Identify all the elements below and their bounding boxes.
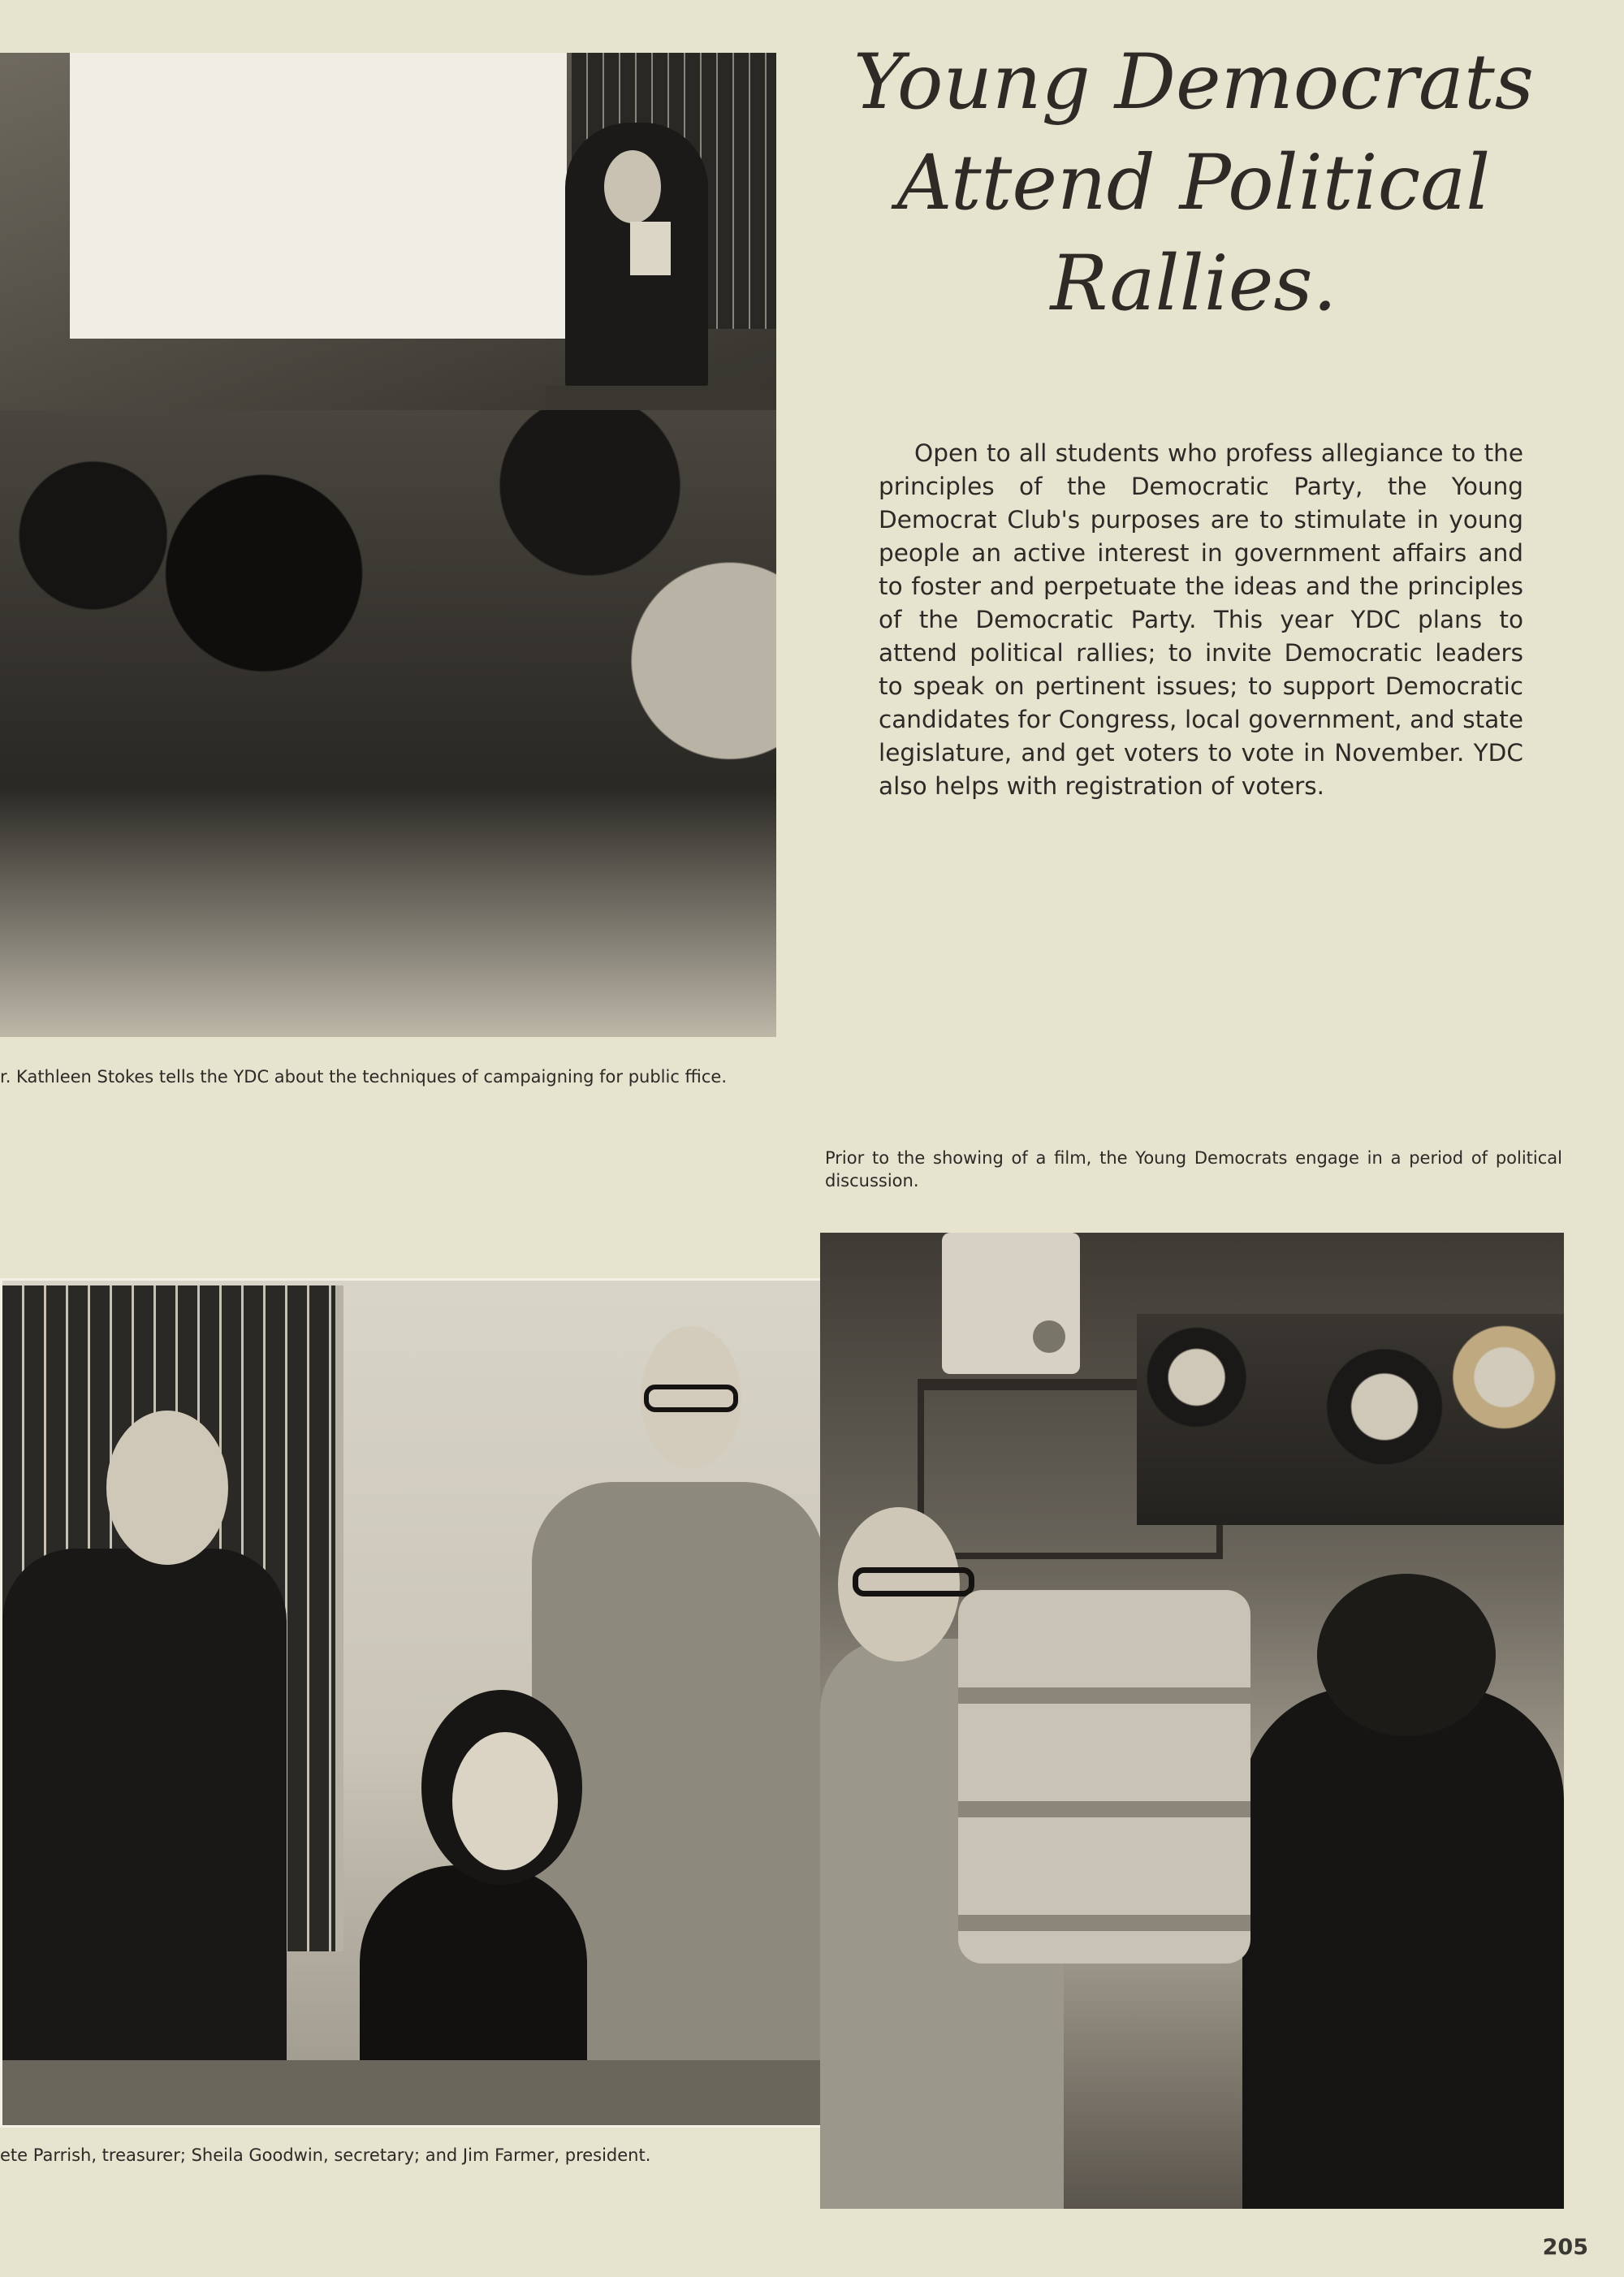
auditorium-seats (958, 1590, 1250, 1964)
title-line-2: Attend Political Rallies. (896, 139, 1491, 328)
caption-officers-photo: ete Parrish, treasurer; Sheila Goodwin, secretary; and Jim Farmer, president. (0, 2145, 651, 2165)
photo-discussion (820, 1233, 1564, 2209)
caption-discussion-photo: Prior to the showing of a film, the Young Democrats engage in a period of political discussion. (825, 1148, 1562, 1190)
officer-left-face (106, 1411, 228, 1565)
glasses (853, 1567, 974, 1596)
audience-back-row (1137, 1314, 1564, 1525)
page-number: 205 (1542, 2235, 1588, 2260)
desk (2, 2060, 853, 2125)
speaker-face (604, 150, 661, 223)
projector-lens (1033, 1320, 1065, 1353)
page-title (812, 32, 1575, 335)
pamphlet (630, 222, 671, 275)
officer-left-suit (2, 1549, 287, 2125)
glasses (644, 1385, 738, 1412)
title-line-1: Young Democrats (853, 38, 1534, 127)
audience-heads (0, 410, 776, 1037)
projector (942, 1233, 1080, 1374)
officer-middle-face (452, 1732, 558, 1870)
seated-woman-hair (1317, 1574, 1496, 1736)
seated-woman-back (1242, 1687, 1564, 2209)
caption-speaker-photo: r. Kathleen Stokes tells the YDC about the techniques of campaigning for public ffice. (0, 1067, 728, 1087)
photo-officers (0, 1278, 856, 2128)
body-paragraph: Open to all students who profess allegiance to the principles of the Democratic Party, the Young Democrat Club's purposes are to stimulate in young people an active interest in government affairs and to foster and perpetuate the ideas and the principles of the Democratic Party. This year YDC plans to attend political rallies; to invite Democratic leaders to speak on pertinent issues; to support Democratic candidates for Congress, local government, and state legislature, and get voters to vote in November. YDC also helps with registration of voters. (879, 439, 1523, 800)
projection-screen (70, 53, 567, 339)
photo-speaker-classroom (0, 53, 776, 1037)
